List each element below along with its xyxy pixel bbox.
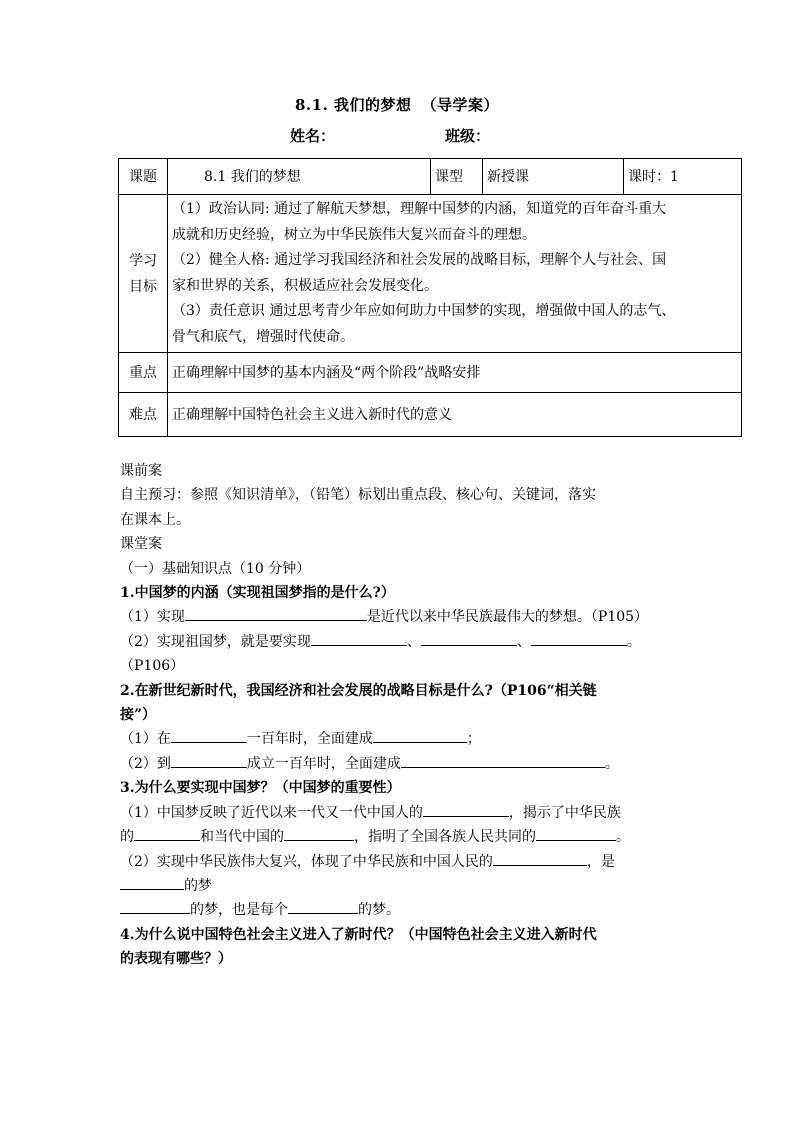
question-3-heading: 3.为什么要实现中国梦？（中国梦的重要性） <box>120 780 401 797</box>
topic-value: 8.1 我们的梦想 <box>168 159 431 195</box>
key-point-text: 正确理解中国梦的基本内涵及“两个阶段”战略安排 <box>168 353 742 393</box>
name-label: 姓名： <box>290 127 336 145</box>
question-3-item-2: （2）实现中华民族伟大复兴，体现了中华民族和中国人民的 ，是 <box>120 850 760 874</box>
fill-blank[interactable] <box>536 826 616 841</box>
objective-line: （1）政治认同: 通过了解航天梦想，理解中国梦的内涵，知道党的百年奋斗重大 <box>172 201 667 217</box>
difficulty-label: 难点 <box>119 393 168 437</box>
question-2-item-2: （2）到 成立一百年时，全面建成 。 <box>120 752 760 776</box>
title-suffix: （导学案） <box>421 96 500 114</box>
topic-label: 课题 <box>119 159 168 195</box>
in-class-heading: 课堂案 <box>120 536 162 553</box>
fill-blank[interactable] <box>531 631 627 646</box>
fill-blank[interactable] <box>185 606 367 621</box>
question-3-item-2-end: 的梦，也是每个 的梦。 <box>120 898 760 922</box>
question-3-item-1: （1）中国梦反映了近代以来一代又一代中国人的 ，揭示了中华民族 <box>120 801 760 825</box>
question-2-item-1: （1）在 一百年时，全面建成 ； <box>120 727 760 751</box>
pre-class-heading: 课前案 <box>120 463 162 479</box>
fill-blank[interactable] <box>401 753 605 768</box>
table-row <box>119 195 742 353</box>
question-1-item-1: （1）实现 是近代以来中华民族最伟大的梦想。（P105） <box>120 605 760 629</box>
student-info-line <box>290 125 490 146</box>
fill-blank[interactable] <box>311 631 407 646</box>
worksheet-body <box>120 459 760 972</box>
question-2-heading: 2.在新世纪新时代，我国经济和社会发展的战略目标是什么?（P106“相关链 <box>120 682 597 699</box>
type-value: 新授课 <box>483 159 624 195</box>
objective-line: 骨气和底气，增强时代使命。 <box>172 328 354 345</box>
basic-points-heading: （一）基础知识点（10 分钟） <box>120 560 311 577</box>
table-row <box>119 353 742 393</box>
question-4-heading: 4.为什么说中国特色社会主义进入了新时代？（中国特色社会主义进入新时代 <box>120 926 597 943</box>
fill-blank[interactable] <box>171 753 247 768</box>
period-value: 课时：1 <box>624 159 742 195</box>
objectives-content <box>168 195 742 353</box>
fill-blank[interactable] <box>493 851 587 866</box>
type-label: 课型 <box>431 159 483 195</box>
fill-blank[interactable] <box>284 826 354 841</box>
question-3-item-2-cont: 的梦 <box>120 874 760 898</box>
table-row <box>119 393 742 437</box>
preview-instruction: 自主预习：参照《知识清单》，（铅笔）标划出重点段、核心句、关键词，落实 <box>120 487 596 504</box>
fill-blank[interactable] <box>421 631 517 646</box>
fill-blank[interactable] <box>171 728 247 743</box>
difficulty-text: 正确理解中国特色社会主义进入新时代的意义 <box>168 393 742 437</box>
objective-line: （2）健全人格: 通过学习我国经济和社会发展的战略目标，理解个人与社会、国 <box>172 252 667 268</box>
question-1-ref: （P106） <box>120 658 185 675</box>
objective-line: 成就和历史经验，树立为中华民族伟大复兴而奋斗的理想。 <box>172 226 536 243</box>
table-row <box>119 159 742 195</box>
question-1-item-2: （2）实现祖国梦，就是要实现 、 、 。 <box>120 630 760 654</box>
objectives-label: 学习目标 <box>119 195 168 353</box>
fill-blank[interactable] <box>134 826 200 841</box>
fill-blank[interactable] <box>120 899 190 914</box>
fill-blank[interactable] <box>423 802 509 817</box>
page-title: 8.1. 我们的梦想 （导学案） <box>294 96 500 114</box>
fill-blank[interactable] <box>288 899 358 914</box>
fill-blank[interactable] <box>120 875 184 890</box>
question-2-heading-cont: 接”） <box>120 707 157 724</box>
class-label: 班级： <box>445 127 491 145</box>
preview-instruction-cont: 在课本上。 <box>120 511 190 528</box>
key-point-label: 重点 <box>119 353 168 393</box>
question-1-heading: 1.中国梦的内涵（实现祖国梦指的是什么?） <box>120 585 395 602</box>
lesson-info-table <box>118 158 742 437</box>
objective-line: 家和世界的关系，积极适应社会发展变化。 <box>172 277 438 294</box>
fill-blank[interactable] <box>373 728 467 743</box>
question-3-item-1-cont: 的 和当代中国的 ，指明了全国各族人民共同的 。 <box>120 825 760 849</box>
question-4-heading-cont: 的表现有哪些？） <box>120 951 232 968</box>
objective-line: （3）责任意识 通过思考青少年应如何助力中国梦的实现，增强做中国人的志气、 <box>172 303 676 319</box>
